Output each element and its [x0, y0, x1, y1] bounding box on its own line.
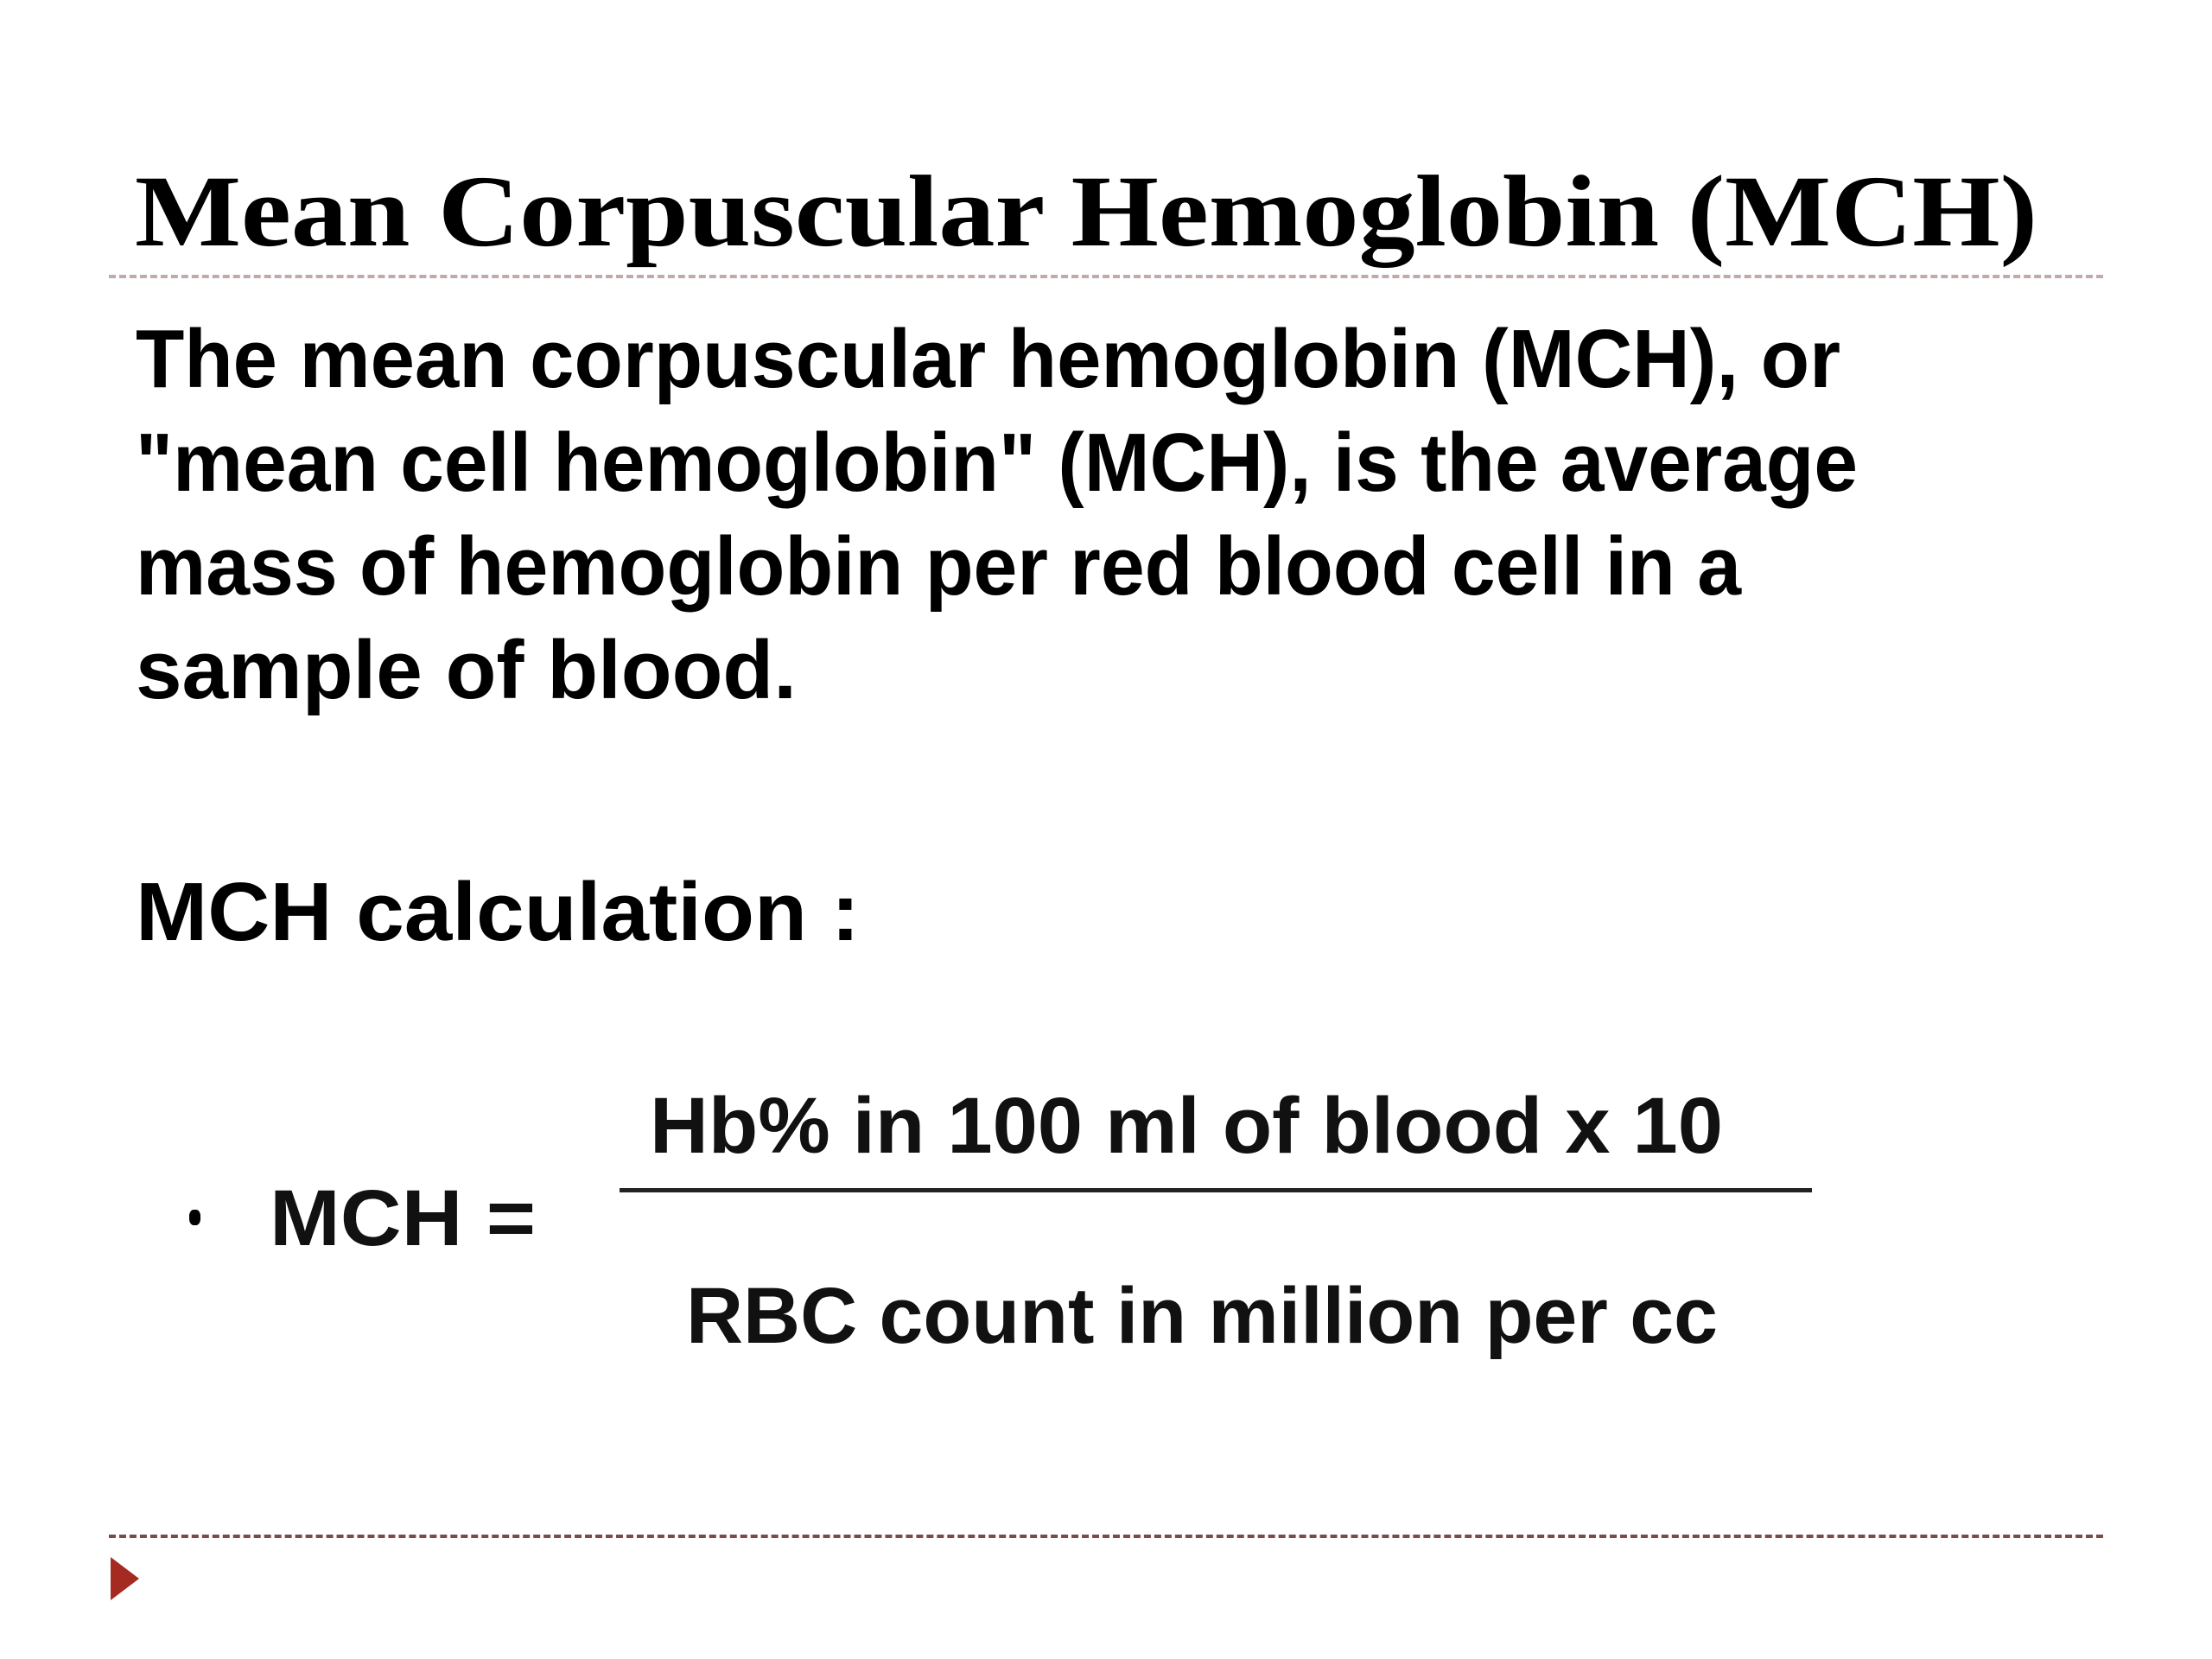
definition-line: "mean cell hemoglobin" (MCH), is the average: [136, 416, 1858, 509]
triangle-play-icon: [111, 1557, 139, 1600]
formula-denominator: RBC count in million per cc: [686, 1272, 1718, 1360]
definition-line: sample of blood.: [136, 624, 797, 716]
definition-line: mass of hemoglobin per red blood cell in a: [136, 520, 1741, 613]
formula-lhs: MCH =: [270, 1174, 536, 1262]
title-divider: [109, 275, 2103, 278]
calculation-heading: MCH calculation :: [136, 866, 860, 958]
fraction-bar: [620, 1188, 1812, 1192]
slide-title: Mean Corpuscular Hemoglobin (MCH): [135, 155, 2037, 268]
definition-line: The mean corpuscular hemoglobin (MCH), or: [136, 313, 1840, 405]
bullet-icon: [189, 1210, 200, 1225]
formula-numerator: Hb% in 100 ml of blood x 10: [650, 1082, 1723, 1170]
footer-divider: [109, 1535, 2103, 1538]
